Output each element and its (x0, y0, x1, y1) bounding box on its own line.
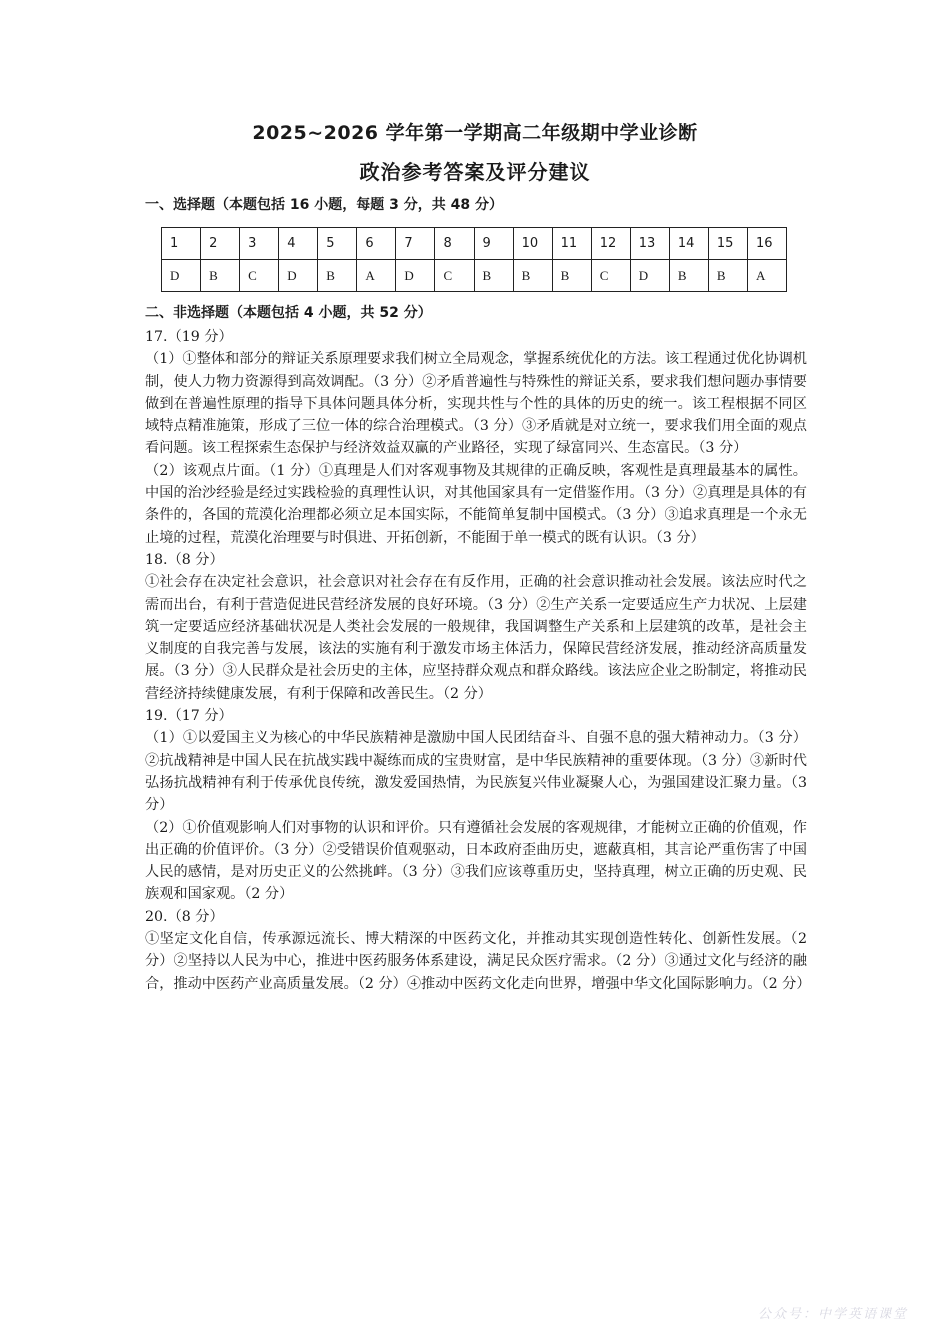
answer-cell: D (279, 260, 318, 292)
question-17-heading: 17.（19 分） (145, 329, 233, 345)
section-heading-nonchoice: 二、非选择题（本题包括 4 小题，共 52 分） (145, 305, 432, 321)
answer-cell: A (357, 260, 396, 292)
section-heading-choice: 一、选择题（本题包括 16 小题，每题 3 分，共 48 分） (145, 197, 503, 213)
question-number-cell: 11 (552, 228, 591, 260)
question-number-cell: 10 (513, 228, 552, 260)
answer-cell: B (669, 260, 708, 292)
question-20-heading: 20.（8 分） (145, 908, 224, 925)
answer-table-answer-row (162, 260, 787, 292)
question-18-answer: ①社会存在决定社会意识，社会意识对社会存在有反作用，正确的社会意识推动社会发展。该法应时代之需而出台，有利于营造促进民营经济发展的良好环境。（3 分）②生产关系一定要适应生产力状况、上层建筑一定要适应经济基础状况是人类社会发展的一般规律，我国调整生产关系和上层建筑的改革，是社会主义制度的自我完善与发展，该法的实施有利于激发市场主体活力，保障民营经济发展，推动经济高质量发展。（3 分）③人民群众是社会历史的主体，应坚持群众观点和群众路线。该法应企业之盼制定，将推动民营经济持续健康发展，有利于保障和改善民生。（2 分） (145, 574, 807, 702)
answer-cell: B (552, 260, 591, 292)
question-19-part-2: （2）①价值观影响人们对事物的认识和评价。只有遵循社会发展的客观规律，才能树立正确的价值观，作出正确的价值评价。（3 分）②受错误价值观驱动，日本政府歪曲历史，遮蔽真相，其言论严重伤害了中国人民的感情，是对历史正义的公然挑衅。（3 分）③我们应该尊重历史，坚持真理，树立正确的历史观、民族观和国家观。（2 分） (145, 819, 807, 903)
answer-cell: B (708, 260, 747, 292)
answer-cell: B (513, 260, 552, 292)
question-number-cell: 4 (279, 228, 318, 260)
question-19-heading: 19.（17 分） (145, 708, 233, 725)
watermark: 公众号：中学英语课堂 (757, 1307, 908, 1322)
question-number-cell: 9 (474, 228, 513, 260)
question-17-part-1: （1）①整体和部分的辩证关系原理要求我们树立全局观念，掌握系统优化的方法。该工程通过优化协调机制，使人力物力资源得到高效调配。（3 分）②矛盾普遍性与特殊性的辩证关系，要求我们想问题办事情要做到在普遍性原理的指导下具体问题具体分析，实现共性与个性的具体的历史的统一。该工程根据不同区域特点精准施策，形成了三位一体的综合治理模式。（3 分）③矛盾就是对立统一，要求我们用全面的观点看问题。该工程探索生态保护与经济效益双赢的产业路径，实现了绿富同兴、生态富民。（3 分） (145, 351, 807, 457)
answer-cell: D (630, 260, 669, 292)
question-number-cell: 12 (591, 228, 630, 260)
document-subtitle: 政治参考答案及评分建议 (359, 160, 591, 184)
question-number-cell: 15 (708, 228, 747, 260)
question-17-part-2: （2）该观点片面。（1 分）①真理是人们对客观事物及其规律的正确反映，客观性是真理最基本的属性。中国的治沙经验是经过实践检验的真理性认识，对其他国家具有一定借鉴作用。（3 分）②真理是具体的有条件的，各国的荒漠化治理都必须立足本国实际，不能简单复制中国模式。（3 分）③追求真理是一个永无止境的过程，荒漠化治理要与时俱进、开拓创新，不能囿于单一模式的既有认识。（3 分） (145, 462, 807, 546)
question-number-cell: 14 (669, 228, 708, 260)
answer-cell: B (318, 260, 357, 292)
answer-cell: C (591, 260, 630, 292)
answer-table-number-row (162, 228, 787, 260)
answer-cell: A (747, 260, 786, 292)
question-number-cell: 6 (357, 228, 396, 260)
question-number-cell: 13 (630, 228, 669, 260)
question-number-cell: 5 (318, 228, 357, 260)
question-number-cell: 2 (201, 228, 240, 260)
answer-cell: D (396, 260, 435, 292)
question-19-part-1: （1）①以爱国主义为核心的中华民族精神是激励中国人民团结奋斗、自强不息的强大精神动力。（3 分）②抗战精神是中国人民在抗战实践中凝练而成的宝贵财富，是中华民族精神的重要体现。（3 分）③新时代弘扬抗战精神有利于传承优良传统，激发爱国热情，为民族复兴伟业凝聚人心，为强国建设汇聚力量。（3 分） (145, 730, 807, 814)
answer-cell: D (162, 260, 201, 292)
answer-body (145, 326, 811, 995)
question-18-heading: 18.（8 分） (145, 551, 224, 568)
question-number-cell: 7 (396, 228, 435, 260)
question-number-cell: 1 (162, 228, 201, 260)
answer-cell: B (474, 260, 513, 292)
answer-table (161, 227, 787, 292)
question-number-cell: 8 (435, 228, 474, 260)
answer-cell: B (201, 260, 240, 292)
question-number-cell: 3 (240, 228, 279, 260)
answer-cell: C (240, 260, 279, 292)
question-number-cell: 16 (747, 228, 786, 260)
document-title: 2025~2026 学年第一学期高二年级期中学业诊断 (252, 122, 698, 144)
question-20-answer: ①坚定文化自信，传承源远流长、博大精深的中医药文化，并推动其实现创造性转化、创新性发展。（2 分）②坚持以人民为中心，推进中医药服务体系建设，满足民众医疗需求。（2 分）③通过文化与经济的融合，推动中医药产业高质量发展。（2 分）④推动中医药文化走向世界，增强中华文化国际影响力。（2 分） (145, 931, 811, 992)
answer-cell: C (435, 260, 474, 292)
